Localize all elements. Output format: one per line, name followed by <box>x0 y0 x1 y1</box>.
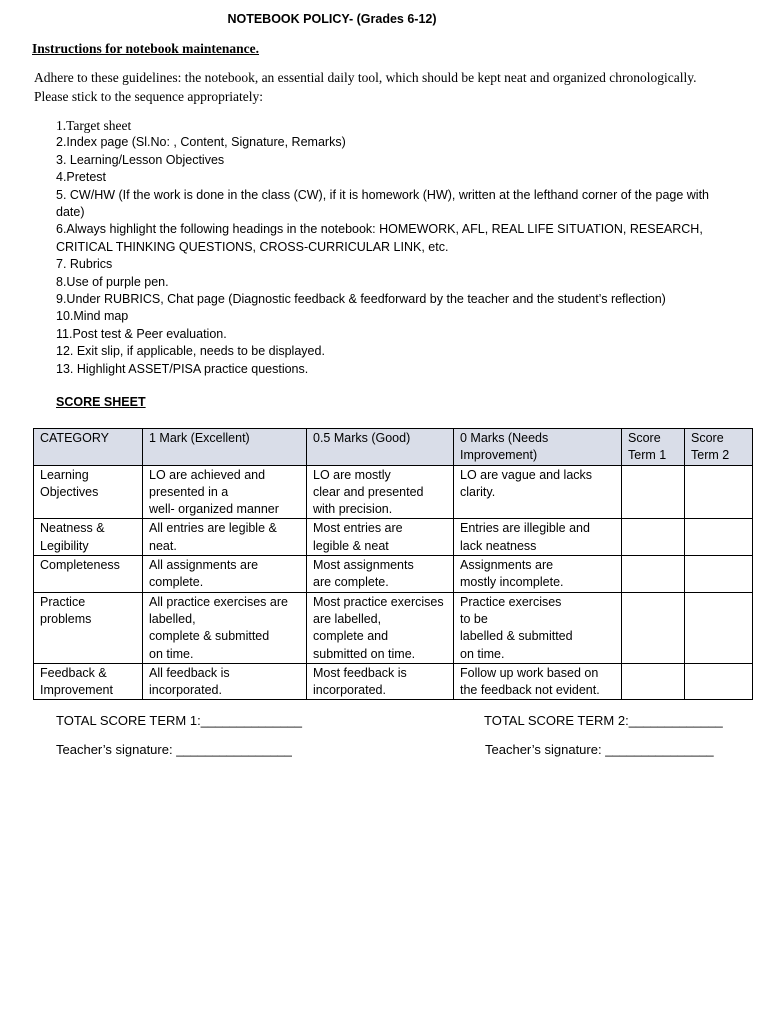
instructions-list <box>56 117 736 378</box>
header-score-term-1: Score Term 1 <box>622 429 685 466</box>
header-category: CATEGORY <box>34 429 143 466</box>
list-item: 4.Pretest <box>56 170 107 185</box>
table-row <box>34 465 753 519</box>
cell-0-marks: Practice exercises to be labelled & submitted on time. <box>454 592 622 663</box>
table-row <box>34 592 753 663</box>
cell-score-term-1[interactable] <box>622 663 685 700</box>
cell-category: Practice problems <box>34 592 143 663</box>
list-item: 3. Learning/Lesson Objectives <box>56 152 225 167</box>
list-item: 13. Highlight ASSET/PISA practice questions. <box>56 361 309 376</box>
cell-0-marks: LO are vague and lacks clarity. <box>454 465 622 519</box>
cell-score-term-2[interactable] <box>685 592 753 663</box>
list-item: 12. Exit slip, if applicable, needs to be displayed. <box>56 344 325 359</box>
cell-score-term-2[interactable] <box>685 663 753 700</box>
cell-1-mark: All entries are legible & neat. <box>143 519 307 556</box>
cell-1-mark: All assignments are complete. <box>143 556 307 593</box>
cell-half-mark: Most practice exercises are labelled, complete and submitted on time. <box>307 592 454 663</box>
header-1-mark: 1 Mark (Excellent) <box>143 429 307 466</box>
cell-0-marks: Assignments are mostly incomplete. <box>454 556 622 593</box>
cell-category: Learning Objectives <box>34 465 143 519</box>
list-item: 2.Index page (Sl.No: , Content, Signature, Remarks) <box>56 135 346 150</box>
instructions-heading: Instructions for notebook maintenance. <box>32 41 260 56</box>
list-item: 11.Post test & Peer evaluation. <box>56 326 227 341</box>
list-item: 7. Rubrics <box>56 257 113 272</box>
teacher-signature-term-1: Teacher’s signature: ________________ <box>56 742 292 757</box>
cell-score-term-1[interactable] <box>622 592 685 663</box>
cell-1-mark: LO are achieved and presented in a well- organized manner <box>143 465 307 519</box>
total-score-term-1: TOTAL SCORE TERM 1:______________ <box>56 713 302 728</box>
cell-score-term-2[interactable] <box>685 465 753 519</box>
header-0-marks: 0 Marks (Needs Improvement) <box>454 429 622 466</box>
score-sheet-table <box>33 428 753 700</box>
cell-half-mark: Most entries are legible & neat <box>307 519 454 556</box>
cell-0-marks: Entries are illegible and lack neatness <box>454 519 622 556</box>
list-item: 9.Under RUBRICS, Chat page (Diagnostic feedback & feedforward by the teacher and the student’s reflection) <box>56 292 666 307</box>
list-item: 10.Mind map <box>56 309 129 324</box>
cell-0-marks: Follow up work based on the feedback not evident. <box>454 663 622 700</box>
table-row <box>34 556 753 593</box>
intro-paragraph: Adhere to these guidelines: the notebook, an essential daily tool, which should be kept neat and organized chronologically. Please stick to the sequence appropriately: <box>34 70 697 104</box>
table-row <box>34 519 753 556</box>
teacher-signature-term-2: Teacher’s signature: _______________ <box>485 742 714 757</box>
cell-score-term-1[interactable] <box>622 465 685 519</box>
cell-score-term-1[interactable] <box>622 519 685 556</box>
header-score-term-2: Score Term 2 <box>685 429 753 466</box>
list-item: 1.Target sheet <box>56 118 132 133</box>
table-header-row <box>34 429 753 466</box>
cell-half-mark: LO are mostly clear and presented with precision. <box>307 465 454 519</box>
total-score-term-2: TOTAL SCORE TERM 2:_____________ <box>484 713 723 728</box>
score-sheet-heading: SCORE SHEET <box>56 395 146 409</box>
cell-half-mark: Most feedback is incorporated. <box>307 663 454 700</box>
cell-score-term-2[interactable] <box>685 519 753 556</box>
cell-category: Feedback & Improvement <box>34 663 143 700</box>
cell-1-mark: All practice exercises are labelled, complete & submitted on time. <box>143 592 307 663</box>
cell-score-term-2[interactable] <box>685 556 753 593</box>
cell-1-mark: All feedback is incorporated. <box>143 663 307 700</box>
list-item: 8.Use of purple pen. <box>56 274 169 289</box>
page-title: NOTEBOOK POLICY- (Grades 6-12) <box>227 12 437 26</box>
cell-half-mark: Most assignments are complete. <box>307 556 454 593</box>
header-half-mark: 0.5 Marks (Good) <box>307 429 454 466</box>
cell-category: Neatness & Legibility <box>34 519 143 556</box>
table-row <box>34 663 753 700</box>
list-item: 5. CW/HW (If the work is done in the class (CW), if it is homework (HW), written at the lefthand corner of the page with date) <box>56 187 709 220</box>
cell-category: Completeness <box>34 556 143 593</box>
cell-score-term-1[interactable] <box>622 556 685 593</box>
list-item: 6.Always highlight the following headings in the notebook: HOMEWORK, AFL, REAL LIFE SITUATION, RESEARCH, CRITICAL THINKING QUESTIONS, CROSS-CURRICULAR LINK, etc. <box>56 222 703 254</box>
